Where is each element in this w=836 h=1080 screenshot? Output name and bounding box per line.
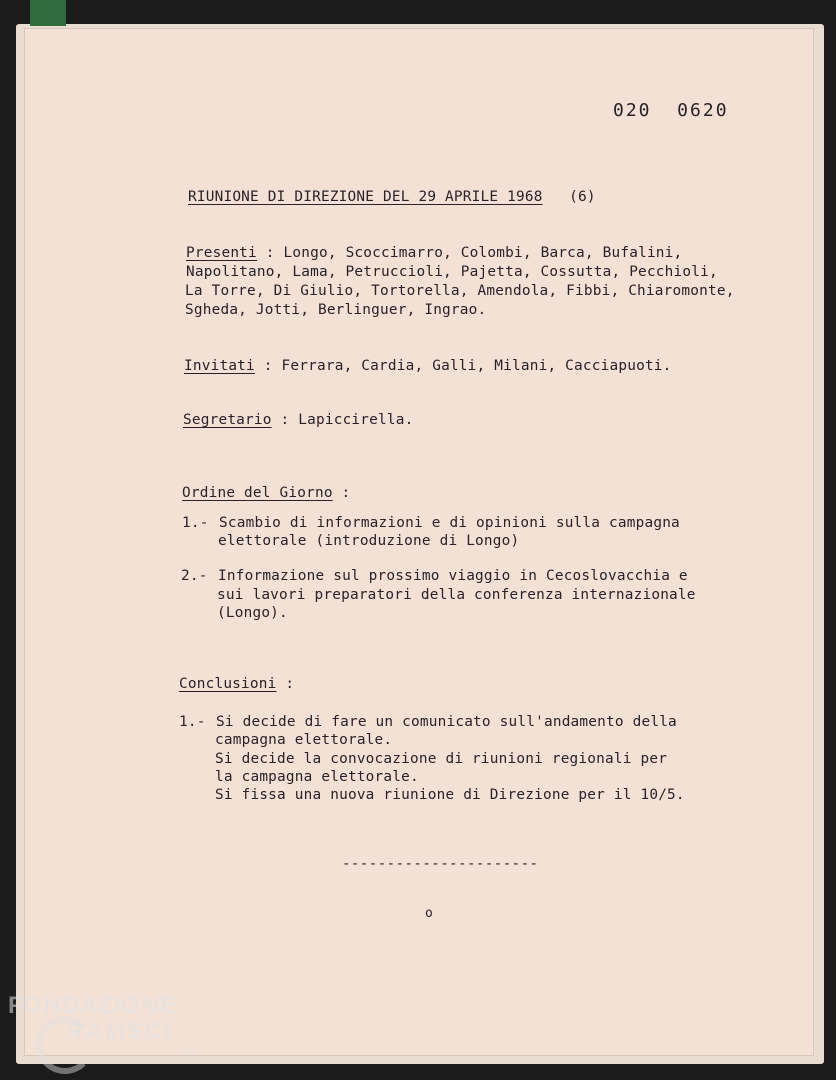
green-tab <box>30 0 66 26</box>
conclusioni-line: la campagna elettorale. <box>215 769 419 785</box>
watermark-line3: onlus <box>176 1046 198 1056</box>
presenti-line: La Torre, Di Giulio, Tortorella, Amendola, Fibbi, Chiaromonte, <box>185 283 735 299</box>
conclusioni-heading: Conclusioni : <box>179 676 295 692</box>
ordine-item-line: Informazione sul prossimo viaggio in Cecoslovacchia e <box>218 568 688 584</box>
conclusioni-line: Si decide la convocazione di riunioni regionali per <box>215 751 668 767</box>
document-page <box>24 28 814 1056</box>
watermark-line1: FONDAZIONE <box>8 992 177 1019</box>
watermark-g-logo <box>36 1016 94 1074</box>
conclusioni-line: campagna elettorale. <box>215 732 393 748</box>
document-number: 020 0620 <box>613 100 729 121</box>
fondazione-gramsci-watermark <box>8 992 198 1056</box>
ordine-label: Ordine del Giorno <box>182 485 333 501</box>
invitati-label: Invitati <box>184 358 255 374</box>
ordine-item-line: Scambio di informazioni e di opinioni sulla campagna <box>219 515 680 531</box>
conclusioni-line: Si fissa una nuova riunione di Direzione per il 10/5. <box>215 787 685 803</box>
presenti-line: Sgheda, Jotti, Berlinguer, Ingrao. <box>185 302 487 318</box>
document-title: RIUNIONE DI DIREZIONE DEL 29 APRILE 1968 <box>188 189 543 205</box>
ordine-item-line: (Longo). <box>217 605 288 621</box>
ordine-item-number: 1.- <box>182 515 209 531</box>
presenti-line: : Longo, Scoccimarro, Colombi, Barca, Bufalini, <box>265 245 683 261</box>
invitati-row <box>184 357 672 376</box>
document-title-number: (6) <box>569 189 596 205</box>
ordine-item-line: elettorale (introduzione di Longo) <box>218 533 520 549</box>
presenti-line: Napolitano, Lama, Petruccioli, Pajetta, Cossutta, Pecchioli, <box>186 264 718 280</box>
conclusioni-item-number: 1.- <box>179 714 206 730</box>
ordine-item-number: 2.- <box>181 568 208 584</box>
ordine-item-line: sui lavori preparatori della conferenza internazionale <box>217 587 696 603</box>
conclusioni-line: Si decide di fare un comunicato sull'andamento della <box>216 714 677 730</box>
document-title-row <box>188 188 596 207</box>
separator-line: ---------------------- <box>342 856 539 872</box>
segretario-row <box>183 411 413 430</box>
conclusioni-label: Conclusioni <box>179 676 277 692</box>
ordine-heading: Ordine del Giorno : <box>182 485 351 501</box>
footer-mark: o <box>425 906 434 921</box>
presenti-label: Presenti <box>186 245 257 261</box>
invitati-text: : Ferrara, Cardia, Galli, Milani, Cacciapuoti. <box>263 358 672 374</box>
segretario-label: Segretario <box>183 412 272 428</box>
segretario-text: : Lapiccirella. <box>280 412 414 428</box>
watermark-line2: RAMSCI <box>66 1018 173 1045</box>
